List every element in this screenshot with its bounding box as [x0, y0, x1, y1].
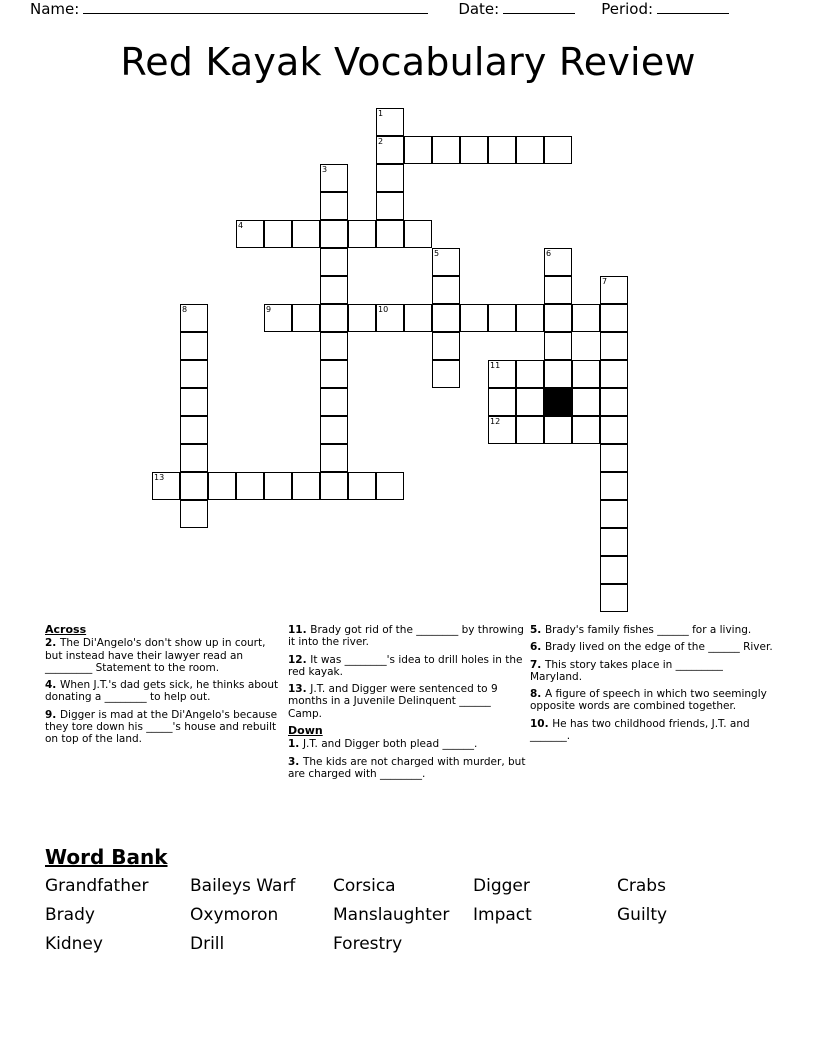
clue-text: This story takes place in _________ Maryland. — [530, 658, 723, 683]
clue-number: 12. — [288, 653, 311, 666]
clue-number: 6. — [530, 641, 545, 654]
word-bank-title: Word Bank — [45, 845, 168, 869]
grid-cell[interactable] — [600, 332, 628, 360]
grid-cell[interactable] — [600, 556, 628, 584]
grid-cell[interactable] — [600, 388, 628, 416]
grid-cell[interactable] — [488, 360, 516, 388]
grid-cell[interactable] — [572, 388, 600, 416]
clue-text: When J.T.'s dad gets sick, he thinks about donating a ________ to help out. — [45, 679, 279, 704]
grid-cell-number: 5 — [434, 249, 440, 258]
word-bank-word[interactable]: Brady — [45, 905, 95, 925]
clue-item — [288, 683, 526, 720]
clue-text: Digger is mad at the Di'Angelo's because they tore down his _____'s house and rebuilt on top of the land. — [45, 708, 278, 746]
word-bank-row — [45, 930, 775, 959]
word-bank-row — [45, 901, 775, 930]
grid-cell-number: 1 — [378, 109, 384, 118]
grid-cell[interactable] — [432, 332, 460, 360]
grid-cell[interactable] — [600, 416, 628, 444]
grid-cell[interactable] — [320, 304, 348, 332]
clue-number: 5. — [530, 624, 545, 636]
grid-cell[interactable] — [180, 416, 208, 444]
grid-cell[interactable] — [432, 304, 460, 332]
grid-cell[interactable] — [600, 584, 628, 612]
clue-item — [45, 637, 285, 674]
grid-cell[interactable] — [320, 220, 348, 248]
grid-cell[interactable] — [292, 472, 320, 500]
clue-text: The kids are not charged with murder, but are charged with ________. — [288, 755, 526, 780]
grid-cell[interactable] — [376, 192, 404, 220]
word-bank-word[interactable]: Baileys Warf — [190, 876, 296, 896]
grid-cell[interactable] — [320, 332, 348, 360]
grid-cell[interactable] — [320, 164, 348, 192]
grid-cell-number: 4 — [238, 221, 244, 230]
clue-number: 1. — [288, 738, 303, 751]
clue-text: He has two childhood friends, J.T. and _______. — [530, 717, 750, 743]
grid-cell-number: 8 — [182, 305, 188, 314]
word-bank — [45, 872, 775, 959]
grid-cell[interactable] — [348, 220, 376, 248]
grid-cell[interactable] — [600, 444, 628, 472]
grid-cell[interactable] — [600, 500, 628, 528]
period-label: Period: — [601, 0, 654, 18]
grid-cell[interactable] — [208, 472, 236, 500]
clue-item — [288, 756, 526, 781]
word-bank-word[interactable]: Corsica — [333, 876, 396, 896]
clue-text: Brady lived on the edge of the ______ River. — [544, 641, 773, 654]
clues-column-2-list — [288, 624, 526, 780]
grid-cell[interactable] — [432, 360, 460, 388]
grid-cell[interactable] — [236, 472, 264, 500]
across-heading: Across — [45, 623, 87, 636]
grid-cell[interactable] — [152, 472, 180, 500]
grid-cell[interactable] — [320, 388, 348, 416]
grid-cell[interactable] — [600, 528, 628, 556]
grid-cell[interactable] — [180, 304, 208, 332]
clue-text: It was ________'s idea to drill holes in the red kayak. — [288, 653, 523, 678]
grid-cell[interactable] — [572, 416, 600, 444]
grid-cell[interactable] — [404, 220, 432, 248]
grid-cell-blocked — [544, 388, 572, 416]
grid-cell[interactable] — [488, 136, 516, 164]
grid-cell[interactable] — [320, 472, 348, 500]
word-bank-word[interactable]: Grandfather — [45, 876, 149, 896]
grid-cell[interactable] — [544, 360, 572, 388]
grid-cell[interactable] — [432, 276, 460, 304]
grid-cell[interactable] — [376, 304, 404, 332]
grid-cell[interactable] — [404, 304, 432, 332]
word-bank-word[interactable]: Oxymoron — [190, 905, 279, 925]
grid-cell[interactable] — [376, 220, 404, 248]
clue-item — [288, 654, 526, 679]
name-blank-line[interactable] — [83, 1, 428, 14]
clues-column-3 — [530, 624, 775, 747]
clues-section — [45, 624, 775, 840]
grid-cell[interactable] — [292, 220, 320, 248]
grid-cell[interactable] — [264, 220, 292, 248]
clue-number: 2. — [45, 637, 60, 650]
word-bank-word[interactable]: Guilty — [617, 905, 668, 925]
clue-number: 10. — [530, 717, 553, 730]
word-bank-word[interactable]: Digger — [473, 876, 530, 896]
word-bank-row — [45, 872, 775, 901]
grid-cell[interactable] — [180, 500, 208, 528]
clues-column-1-list — [45, 637, 285, 745]
clue-text: The Di'Angelo's don't show up in court, but instead have their lawyer read an _________ Statement to the room. — [45, 637, 266, 674]
grid-cell[interactable] — [488, 416, 516, 444]
clue-item — [288, 738, 526, 750]
clue-number: 11. — [288, 624, 311, 636]
clue-item — [45, 709, 285, 746]
clue-item — [530, 718, 775, 743]
grid-cell[interactable] — [180, 472, 208, 500]
grid-cell[interactable] — [516, 136, 544, 164]
clue-number: 4. — [45, 679, 60, 692]
grid-cell[interactable] — [376, 108, 404, 136]
grid-cell-number: 6 — [546, 249, 552, 258]
grid-cell[interactable] — [376, 472, 404, 500]
clue-text: A figure of speech in which two seemingly opposite words are combined together. — [530, 688, 767, 713]
clue-number: 13. — [288, 683, 311, 696]
grid-cell[interactable] — [348, 472, 376, 500]
grid-cell-number: 7 — [602, 277, 608, 286]
grid-cell-number: 10 — [378, 305, 389, 314]
grid-cell-number: 3 — [322, 165, 328, 174]
grid-cell[interactable] — [544, 136, 572, 164]
grid-cell[interactable] — [600, 472, 628, 500]
clue-text: J.T. and Digger were sentenced to 9 months in a Juvenile Delinquent ______ Camp. — [288, 683, 498, 720]
grid-cell[interactable] — [320, 444, 348, 472]
grid-cell-number: 12 — [490, 417, 501, 426]
grid-cell[interactable] — [516, 304, 544, 332]
grid-cell[interactable] — [376, 164, 404, 192]
word-bank-word[interactable]: Kidney — [45, 934, 103, 954]
grid-cell[interactable] — [264, 472, 292, 500]
grid-cell[interactable] — [320, 192, 348, 220]
grid-cell[interactable] — [320, 416, 348, 444]
grid-cell[interactable] — [544, 304, 572, 332]
clue-item — [45, 679, 285, 704]
grid-cell[interactable] — [432, 248, 460, 276]
grid-cell[interactable] — [516, 360, 544, 388]
clue-text: Brady got rid of the ________ by throwing it into the river. — [288, 624, 524, 649]
grid-cell[interactable] — [544, 416, 572, 444]
grid-cell[interactable] — [544, 248, 572, 276]
grid-cell[interactable] — [600, 360, 628, 388]
grid-cell[interactable] — [348, 304, 376, 332]
grid-cell[interactable] — [376, 136, 404, 164]
grid-cell[interactable] — [516, 416, 544, 444]
grid-cell[interactable] — [460, 304, 488, 332]
word-bank-word[interactable]: Crabs — [617, 876, 666, 896]
clue-number: 3. — [288, 755, 303, 768]
clue-text: J.T. and Digger both plead ______. — [302, 738, 478, 751]
down-heading: Down — [288, 724, 323, 738]
grid-cell[interactable] — [516, 388, 544, 416]
grid-cell[interactable] — [180, 444, 208, 472]
grid-cell[interactable] — [320, 276, 348, 304]
clue-item — [530, 641, 775, 653]
word-bank-word[interactable]: Manslaughter — [333, 905, 450, 925]
student-info-header — [30, 0, 786, 22]
grid-cell[interactable] — [460, 136, 488, 164]
period-blank-line[interactable] — [657, 1, 729, 14]
grid-cell[interactable] — [236, 220, 264, 248]
clue-number: 8. — [530, 688, 545, 701]
grid-cell[interactable] — [544, 332, 572, 360]
date-label: Date: — [458, 0, 500, 18]
name-label: Name: — [30, 0, 80, 18]
clue-item — [530, 688, 775, 713]
page-title: Red Kayak Vocabulary Review — [120, 40, 696, 84]
grid-cell[interactable] — [432, 136, 460, 164]
grid-cell-number: 2 — [378, 137, 384, 146]
clues-column-3-list — [530, 624, 775, 742]
grid-cell[interactable] — [320, 360, 348, 388]
grid-cell[interactable] — [488, 388, 516, 416]
grid-cell[interactable] — [544, 276, 572, 304]
grid-cell[interactable] — [404, 136, 432, 164]
grid-cell[interactable] — [600, 276, 628, 304]
grid-cell[interactable] — [180, 360, 208, 388]
grid-cell[interactable] — [572, 360, 600, 388]
clue-item — [288, 624, 526, 649]
clue-text: Brady's family fishes ______ for a living. — [544, 624, 752, 636]
grid-cell[interactable] — [292, 304, 320, 332]
grid-cell[interactable] — [572, 304, 600, 332]
clues-column-1 — [45, 624, 285, 751]
grid-cell[interactable] — [600, 304, 628, 332]
word-bank-word[interactable]: Forestry — [333, 934, 403, 954]
crossword-grid[interactable] — [0, 108, 816, 620]
clue-number: 7. — [530, 658, 545, 671]
grid-cell[interactable] — [320, 248, 348, 276]
clue-item — [530, 624, 775, 636]
clue-number: 9. — [45, 708, 60, 721]
clues-column-2 — [288, 624, 526, 785]
grid-cell[interactable] — [264, 304, 292, 332]
clue-item — [530, 659, 775, 684]
date-blank-line[interactable] — [503, 1, 575, 14]
grid-cell-number: 13 — [154, 473, 165, 482]
word-bank-word[interactable]: Drill — [190, 934, 225, 954]
grid-cell[interactable] — [488, 304, 516, 332]
grid-cell-number: 9 — [266, 305, 272, 314]
grid-cell-number: 11 — [490, 361, 501, 370]
grid-cell[interactable] — [180, 332, 208, 360]
grid-cell[interactable] — [180, 388, 208, 416]
word-bank-word[interactable]: Impact — [473, 905, 532, 925]
